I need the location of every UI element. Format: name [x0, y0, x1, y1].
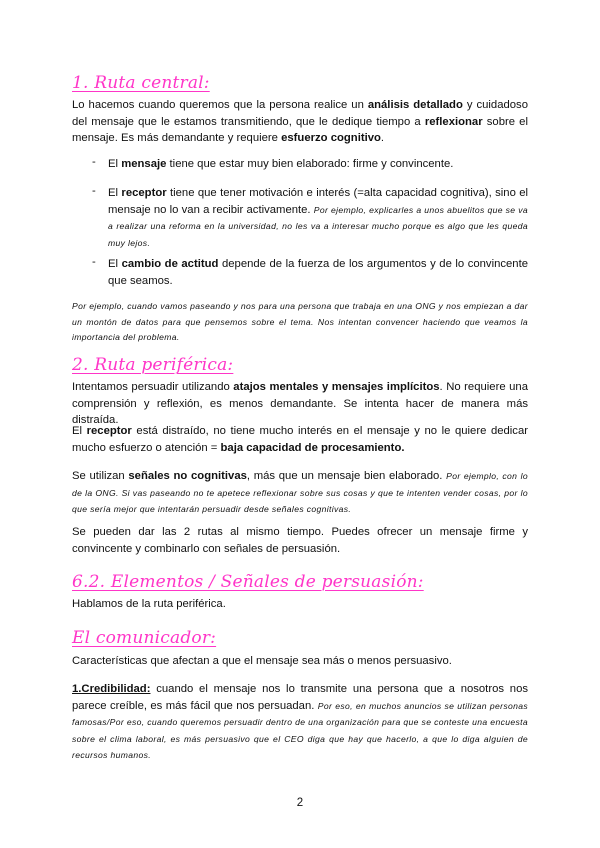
example-abuelitos: Por ejemplo, explicarles a unos abuelitos que se va a realizar una reforma en la universidad, no les va a interesar mucho porque es algo que les queda muy lejos.: [108, 204, 528, 248]
example-ong-periferica: Por ejemplo, con lo de la ONG. Si vas paseando no te apetece reflexionar sobre sus cosas y que te intenten vender cosas, por lo que sería mejor que intentarán persuadir desde señales cognitivas.: [72, 471, 528, 514]
bullet-mensaje: El mensaje tiene que estar muy bien elaborado: firme y convincente.: [108, 158, 454, 170]
ruta-periferica-p3: Se utilizan señales no cognitivas, más que un mensaje bien elaborado. Por ejemplo, con lo de la ONG. Si vas paseando no te apetece reflexionar sobre sus cosas y que te intenten vender cosas, por lo que sería mejor que intentarán persuadir desde señales cognitivas.: [72, 470, 528, 514]
heading-ruta-central: 1. Ruta central:: [72, 73, 210, 93]
comunicador-text: Características que afectan a que el mensaje sea más o menos persuasivo.: [72, 655, 452, 667]
bullet-dash: -: [92, 256, 96, 268]
heading-elementos: 6.2. Elementos / Señales de persuasión:: [72, 572, 424, 592]
credibilidad-label: 1.Credibilidad:: [72, 683, 151, 695]
credibilidad-paragraph: 1.Credibilidad: cuando el mensaje nos lo transmite una persona que a nosotros nos parece creíble, es más fácil que nos persuadan. Por eso, en muchos anuncios se utilizan personas famosas/Por eso, cuando queremos persuadir dentro de una organización para que se conteste una encuesta sobre el clima laboral, es más persuasivo que el CEO diga que hay que hacerlo, a que lo diga alguien de recursos humanos.: [72, 683, 528, 760]
ruta-periferica-p4: Se pueden dar las 2 rutas al mismo tiempo. Puedes ofrecer un mensaje firme y convincente y combinarlo con señales de persuasión.: [72, 526, 528, 555]
example-credibilidad: Por eso, en muchos anuncios se utilizan personas famosas/Por eso, cuando queremos persuadir dentro de una organización para que se conteste una encuesta sobre el clima laboral, es más persuasivo que el CEO diga que hay que hacerlo, a que lo diga alguien de recursos humanos.: [72, 700, 528, 760]
ruta-central-intro: Lo hacemos cuando queremos que la persona realice un análisis detallado y cuidadoso del mensaje que le estamos transmitiendo, que le dedique tiempo a reflexionar sobre el mensaje. Es más demandante y requiere esfuerzo cognitivo.: [72, 99, 528, 144]
ruta-periferica-p2: El receptor está distraído, no tiene mucho interés en el mensaje y no le quiere dedicar mucho esfuerzo o atención = baja capacidad de procesamiento.: [72, 425, 528, 454]
elementos-text: Hablamos de la ruta periférica.: [72, 598, 226, 610]
heading-comunicador: El comunicador:: [72, 628, 217, 648]
bullet-dash: -: [92, 185, 96, 197]
example-ong: Por ejemplo, cuando vamos paseando y nos para una persona que trabaja en una ONG y nos empiezan a dar un montón de datos para que pensemos sobre el tema. Nos intentan convencer haciendo que veamos la importancia del problema.: [72, 301, 528, 342]
heading-ruta-periferica: 2. Ruta periférica:: [72, 355, 234, 375]
bullet-receptor: El receptor tiene que tener motivación e interés (=alta capacidad cognitiva), sino el mensaje no lo van a recibir activamente. Por ejemplo, explicarles a unos abuelitos que se va a realizar una reforma en la universidad, no les va a interesar mucho porque es algo que les queda muy lejos.: [108, 187, 529, 248]
bullet-dash: -: [92, 156, 96, 168]
page-number: 2: [296, 797, 304, 809]
bullet-cambio-actitud: El cambio de actitud depende de la fuerza de los argumentos y de lo convincente que seamos.: [108, 258, 529, 287]
ruta-periferica-p1: Intentamos persuadir utilizando atajos mentales y mensajes implícitos. No requiere una comprensión y reflexión, es menos demandante. Se intenta hacer de manera más distraída.: [72, 381, 528, 426]
